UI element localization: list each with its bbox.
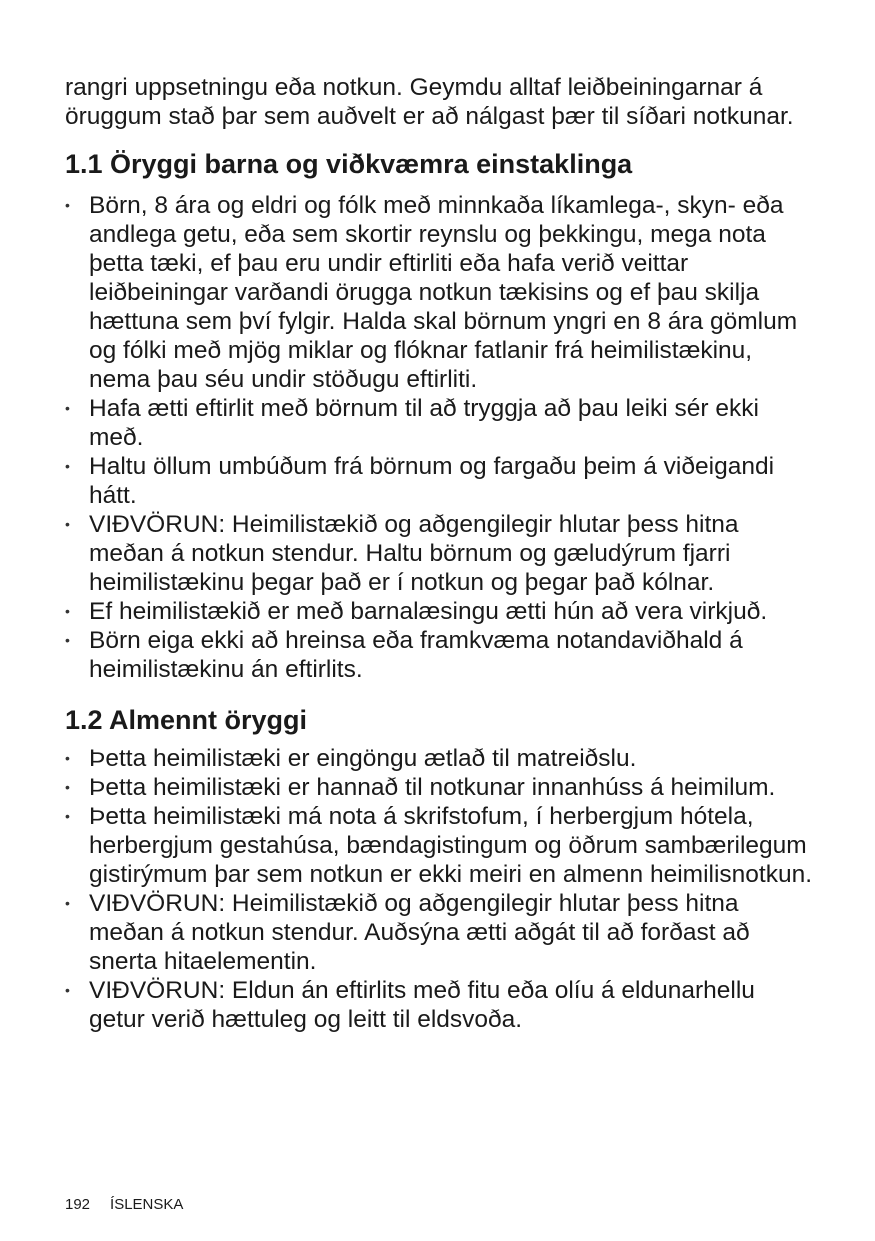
child-safety-list: [65, 191, 815, 684]
list-item: [65, 976, 815, 1034]
list-item-text: Þetta heimilistæki er hannað til notkunar innanhúss á heimilum.: [89, 774, 776, 801]
list-item: [65, 626, 815, 684]
bullet-icon: •: [65, 458, 70, 474]
list-item-text: Börn eiga ekki að hreinsa eða framkvæma notandaviðhald á heimilistækinu án eftirlits.: [89, 627, 743, 683]
list-item: [65, 802, 815, 889]
list-item: [65, 744, 815, 773]
language-label: ÍSLENSKA: [110, 1196, 184, 1213]
page-footer: [65, 1195, 183, 1215]
section-heading-child-safety: 1.1 Öryggi barna og viðkvæmra einstaklinga: [65, 149, 633, 179]
list-item: [65, 452, 815, 510]
list-item-text: VIÐVÖRUN: Heimilistækið og aðgengilegir hlutar þess hitna meðan á notkun stendur. Auðsýna ætti aðgát til að forðast að snerta hitaelementin.: [89, 890, 750, 975]
list-item: [65, 394, 815, 452]
page-content: [65, 73, 815, 1034]
bullet-icon: •: [65, 603, 70, 619]
bullet-icon: •: [65, 779, 70, 795]
bullet-icon: •: [65, 895, 70, 911]
list-item: [65, 510, 815, 597]
list-item-text: VIÐVÖRUN: Heimilistækið og aðgengilegir hlutar þess hitna meðan á notkun stendur. Haltu börnum og gæludýrum fjarri heimilistækinu þegar það er í notkun og þegar það kólnar.: [89, 511, 739, 596]
list-item-text: VIÐVÖRUN: Eldun án eftirlits með fitu eða olíu á eldunarhellu getur verið hættuleg og leitt til eldsvoða.: [89, 977, 755, 1033]
bullet-icon: •: [65, 982, 70, 998]
bullet-icon: •: [65, 632, 70, 648]
list-item-text: Haltu öllum umbúðum frá börnum og fargaðu þeim á viðeigandi hátt.: [89, 453, 775, 509]
list-item: [65, 191, 815, 394]
intro-paragraph: rangri uppsetningu eða notkun. Geymdu alltaf leiðbeiningarnar á öruggum stað þar sem auðvelt er að nálgast þær til síðari notkunar.: [65, 74, 794, 130]
list-item-text: Ef heimilistækið er með barnalæsingu ætti hún að vera virkjuð.: [89, 598, 768, 625]
bullet-icon: •: [65, 750, 70, 766]
general-safety-list: [65, 744, 815, 1034]
list-item-text: Hafa ætti eftirlit með börnum til að tryggja að þau leiki sér ekki með.: [89, 395, 759, 451]
list-item: [65, 773, 815, 802]
list-item: [65, 597, 815, 626]
list-item-text: Þetta heimilistæki er eingöngu ætlað til matreiðslu.: [89, 745, 637, 772]
bullet-icon: •: [65, 516, 70, 532]
bullet-icon: •: [65, 808, 70, 824]
section-heading-general-safety: 1.2 Almennt öryggi: [65, 705, 308, 735]
list-item: [65, 889, 815, 976]
bullet-icon: •: [65, 197, 70, 213]
list-item-text: Börn, 8 ára og eldri og fólk með minnkaða líkamlega-, skyn- eða andlega getu, eða sem skortir reynslu og þekkingu, mega nota þetta tæki, ef þau eru undir eftirliti eða hafa verið veittar leiðbeiningar varðandi örugga notkun tækisins og ef þau skilja hættuna sem því fylgir. Halda skal börnum yngri en 8 ára gömlum og fólki með mjög miklar og flóknar fatlanir frá heimilistækinu, nema þau séu undir stöðugu eftirliti.: [89, 192, 798, 393]
list-item-text: Þetta heimilistæki má nota á skrifstofum, í herbergjum hótela, herbergjum gestahúsa, bændagistingum og öðrum sambærilegum gistirýmum þar sem notkun er ekki meiri en almenn heimilisnotkun.: [89, 803, 813, 888]
page-number: 192: [65, 1196, 91, 1213]
bullet-icon: •: [65, 400, 70, 416]
